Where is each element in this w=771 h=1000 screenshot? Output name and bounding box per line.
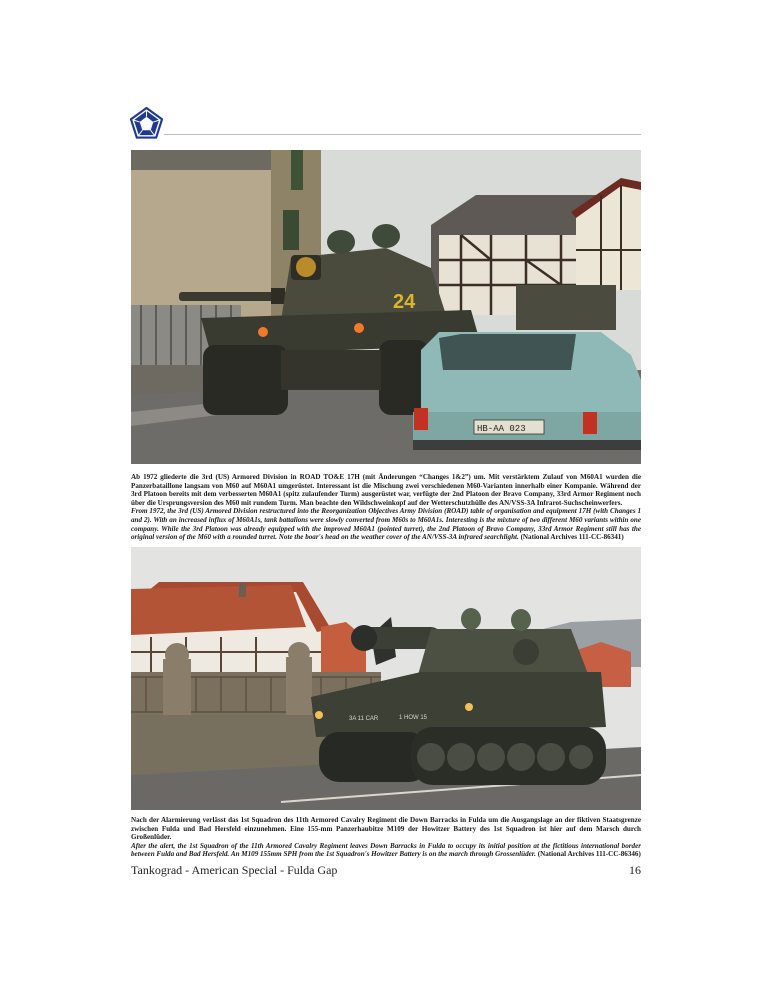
photo-caption-2 [131, 816, 641, 859]
pentagon-division-insignia-icon [130, 107, 163, 140]
caption-2-english [131, 842, 641, 859]
footer-page-number: 16 [629, 863, 641, 877]
photo-m109-howitzer [131, 547, 641, 810]
caption-2-credit: (National Archives 111-CC-86346) [537, 850, 641, 859]
howitzer-hull-marking-right: 1 HOW 15 [399, 715, 428, 721]
caption-2-german: Nach der Alarmierung verlässt das 1st Squadron des 11th Armored Cavalry Regiment die Down Barracks in Fulda um die Ausgangslage an der fiktiven Staatsgrenze zwischen Fulda und Bad Hersfeld einzunehmen. Eine 155-mm Panzerhaubitze M109 der Howitzer Battery des 1st Squadron ist hier auf dem Marsch durch Großenlüder. [131, 816, 641, 842]
header-rule [164, 134, 641, 135]
howitzer-hull-marking-left: 3A 11 CAR [349, 716, 379, 722]
caption-1-english-text: From 1972, the 3rd (US) Armored Division restructured into the Reorganization Objectives Army Division (ROAD) table of organisation and equipment 17H (with Changes 1 and 2). With an increased influx of M60A1s, tank battalions were slowly converted from M60s to M60A1s. Interesting is the mixture of two different M60 variants within one company. While the 3rd Platoon was already equipped with the improved M60A1 (pointed turret), the 2nd Platoon of Bravo Company, 33rd Armor Regiment still has the original version of the M60 with a rounded turret. Note the boar's head on the weather cover of the AN/VSS-3A infrared searchlight. [131, 507, 641, 542]
photo-m60a1-tank [131, 150, 641, 464]
turret-number: 24 [393, 291, 416, 313]
caption-1-english [131, 507, 641, 541]
car-license-plate: HB-AA 023 [477, 424, 526, 434]
caption-1-german: Ab 1972 gliederte die 3rd (US) Armored Division in ROAD TO&E 17H (mit Änderungen “Changes 1&2”) um. Mit verstärktem Zulauf von M60A1 wurden die Panzerbataillone langsam von M60 auf M60A1 umgerüstet. Interessant ist die Mischung zwei verschiedenen M60-Varianten innerhalb einer Kompanie. Während der 3rd Platoon bereits mit dem verbesserten M60A1 (spitz zulaufender Turm) ausgerüstet war, verfügte der 2nd Platoon der Bravo Company, 33rd Armor Regiment noch über die Ursprungsversion des M60 mit rundem Turm. Man beachte den Wildschweinkopf auf der Wetterschutzhülle des AN/VSS-3A Infrarot-Suchscheinwerfers. [131, 473, 641, 507]
caption-1-credit: (National Archives 111-CC-86341) [520, 533, 624, 542]
footer-publication-title: Tankograd - American Special - Fulda Gap [131, 863, 338, 877]
caption-2-english-text: After the alert, the 1st Squadron of the 11th Armored Cavalry Regiment leaves Down Barracks in Fulda to occupy its initial position at the fictitious international border between Fulda and Bad Hersfeld. An M109 155mm SPH from the 1st Squadron's Howitzer Battery is on the march through Grossenlüder. [131, 841, 641, 859]
photo-caption-1 [131, 473, 641, 542]
